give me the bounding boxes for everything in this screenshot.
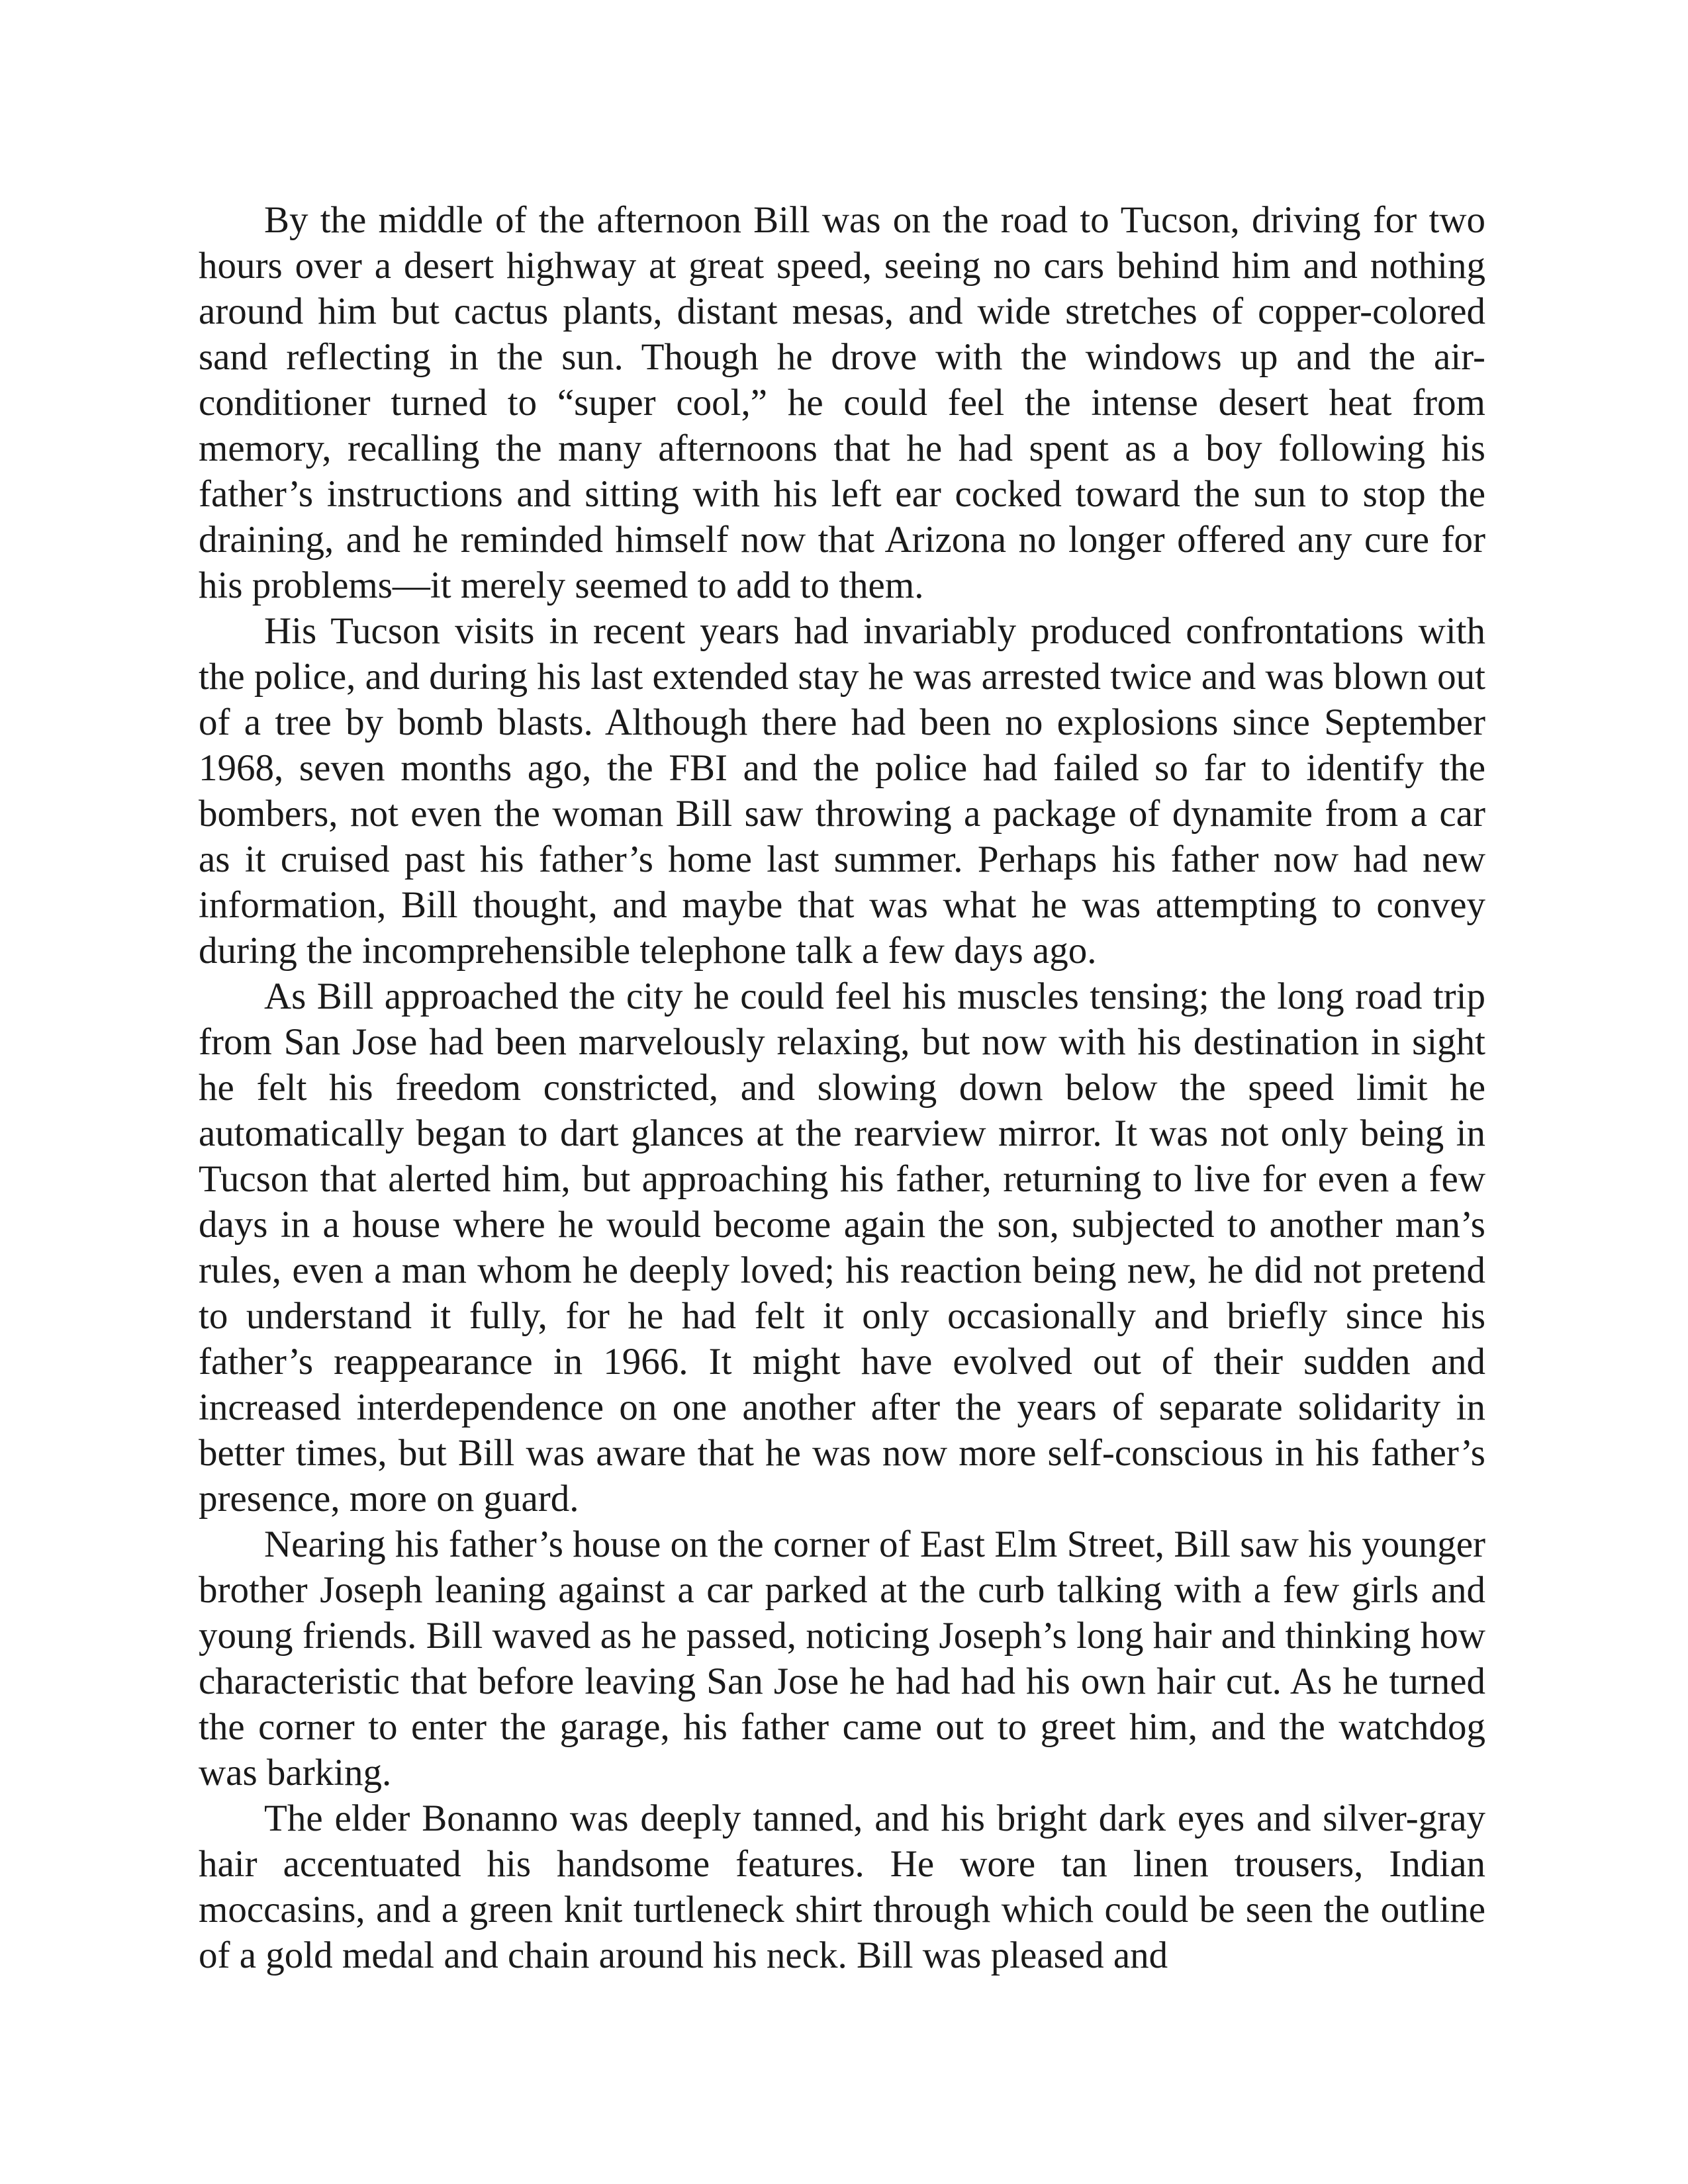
- paragraph-1: By the middle of the afternoon Bill was on the road to Tucson, driving for two hours over a desert highway at great speed, seeing no cars behind him and nothing around him but cactus plants, distant mesas, and wide stretches of copper-colored sand reflecting in the sun. Though he drove with the windows up and the air-conditioner turned to “super cool,” he could feel the intense desert heat from memory, recalling the many afternoons that he had spent as a boy following his father’s instructions and sitting with his left ear cocked toward the sun to stop the draining, and he reminded himself now that Arizona no longer offered any cure for his problems—it merely seemed to add to them.: [199, 199, 1485, 606]
- paragraph-2: His Tucson visits in recent years had invariably produced confrontations with the police, and during his last extended stay he was arrested twice and was blown out of a tree by bomb blasts. Although there had been no explosions since September 1968, seven months ago, the FBI and the police had failed so far to identify the bombers, not even the woman Bill saw throwing a package of dynamite from a car as it cruised past his father’s home last summer. Perhaps his father now had new information, Bill thought, and maybe that was what he was attempting to convey during the incomprehensible telephone talk a few days ago.: [199, 610, 1485, 972]
- paragraph-4: Nearing his father’s house on the corner of East Elm Street, Bill saw his younger brother Joseph leaning against a car parked at the curb talking with a few girls and young friends. Bill waved as he passed, noticing Joseph’s long hair and thinking how characteristic that before leaving San Jose he had had his own hair cut. As he turned the corner to enter the garage, his father came out to greet him, and the watchdog was barking.: [199, 1524, 1485, 1794]
- book-page: [199, 197, 1485, 1978]
- paragraph-3: As Bill approached the city he could feel his muscles tensing; the long road trip from San Jose had been marvelously relaxing, but now with his destination in sight he felt his freedom constricted, and slowing down below the speed limit he automatically began to dart glances at the rearview mirror. It was not only being in Tucson that alerted him, but approaching his father, returning to live for even a few days in a house where he would become again the son, subjected to another man’s rules, even a man whom he deeply loved; his reaction being new, he did not pretend to understand it fully, for he had felt it only occasionally and briefly since his father’s reappearance in 1966. It might have evolved out of their sudden and increased interdependence on one another after the years of separate solidarity in better times, but Bill was aware that he was now more self-conscious in his father’s presence, more on guard.: [199, 976, 1485, 1520]
- paragraph-5: The elder Bonanno was deeply tanned, and his bright dark eyes and silver-gray hair accentuated his handsome features. He wore tan linen trousers, Indian moccasins, and a green knit turtleneck shirt through which could be seen the outline of a gold medal and chain around his neck. Bill was pleased and: [199, 1797, 1485, 1976]
